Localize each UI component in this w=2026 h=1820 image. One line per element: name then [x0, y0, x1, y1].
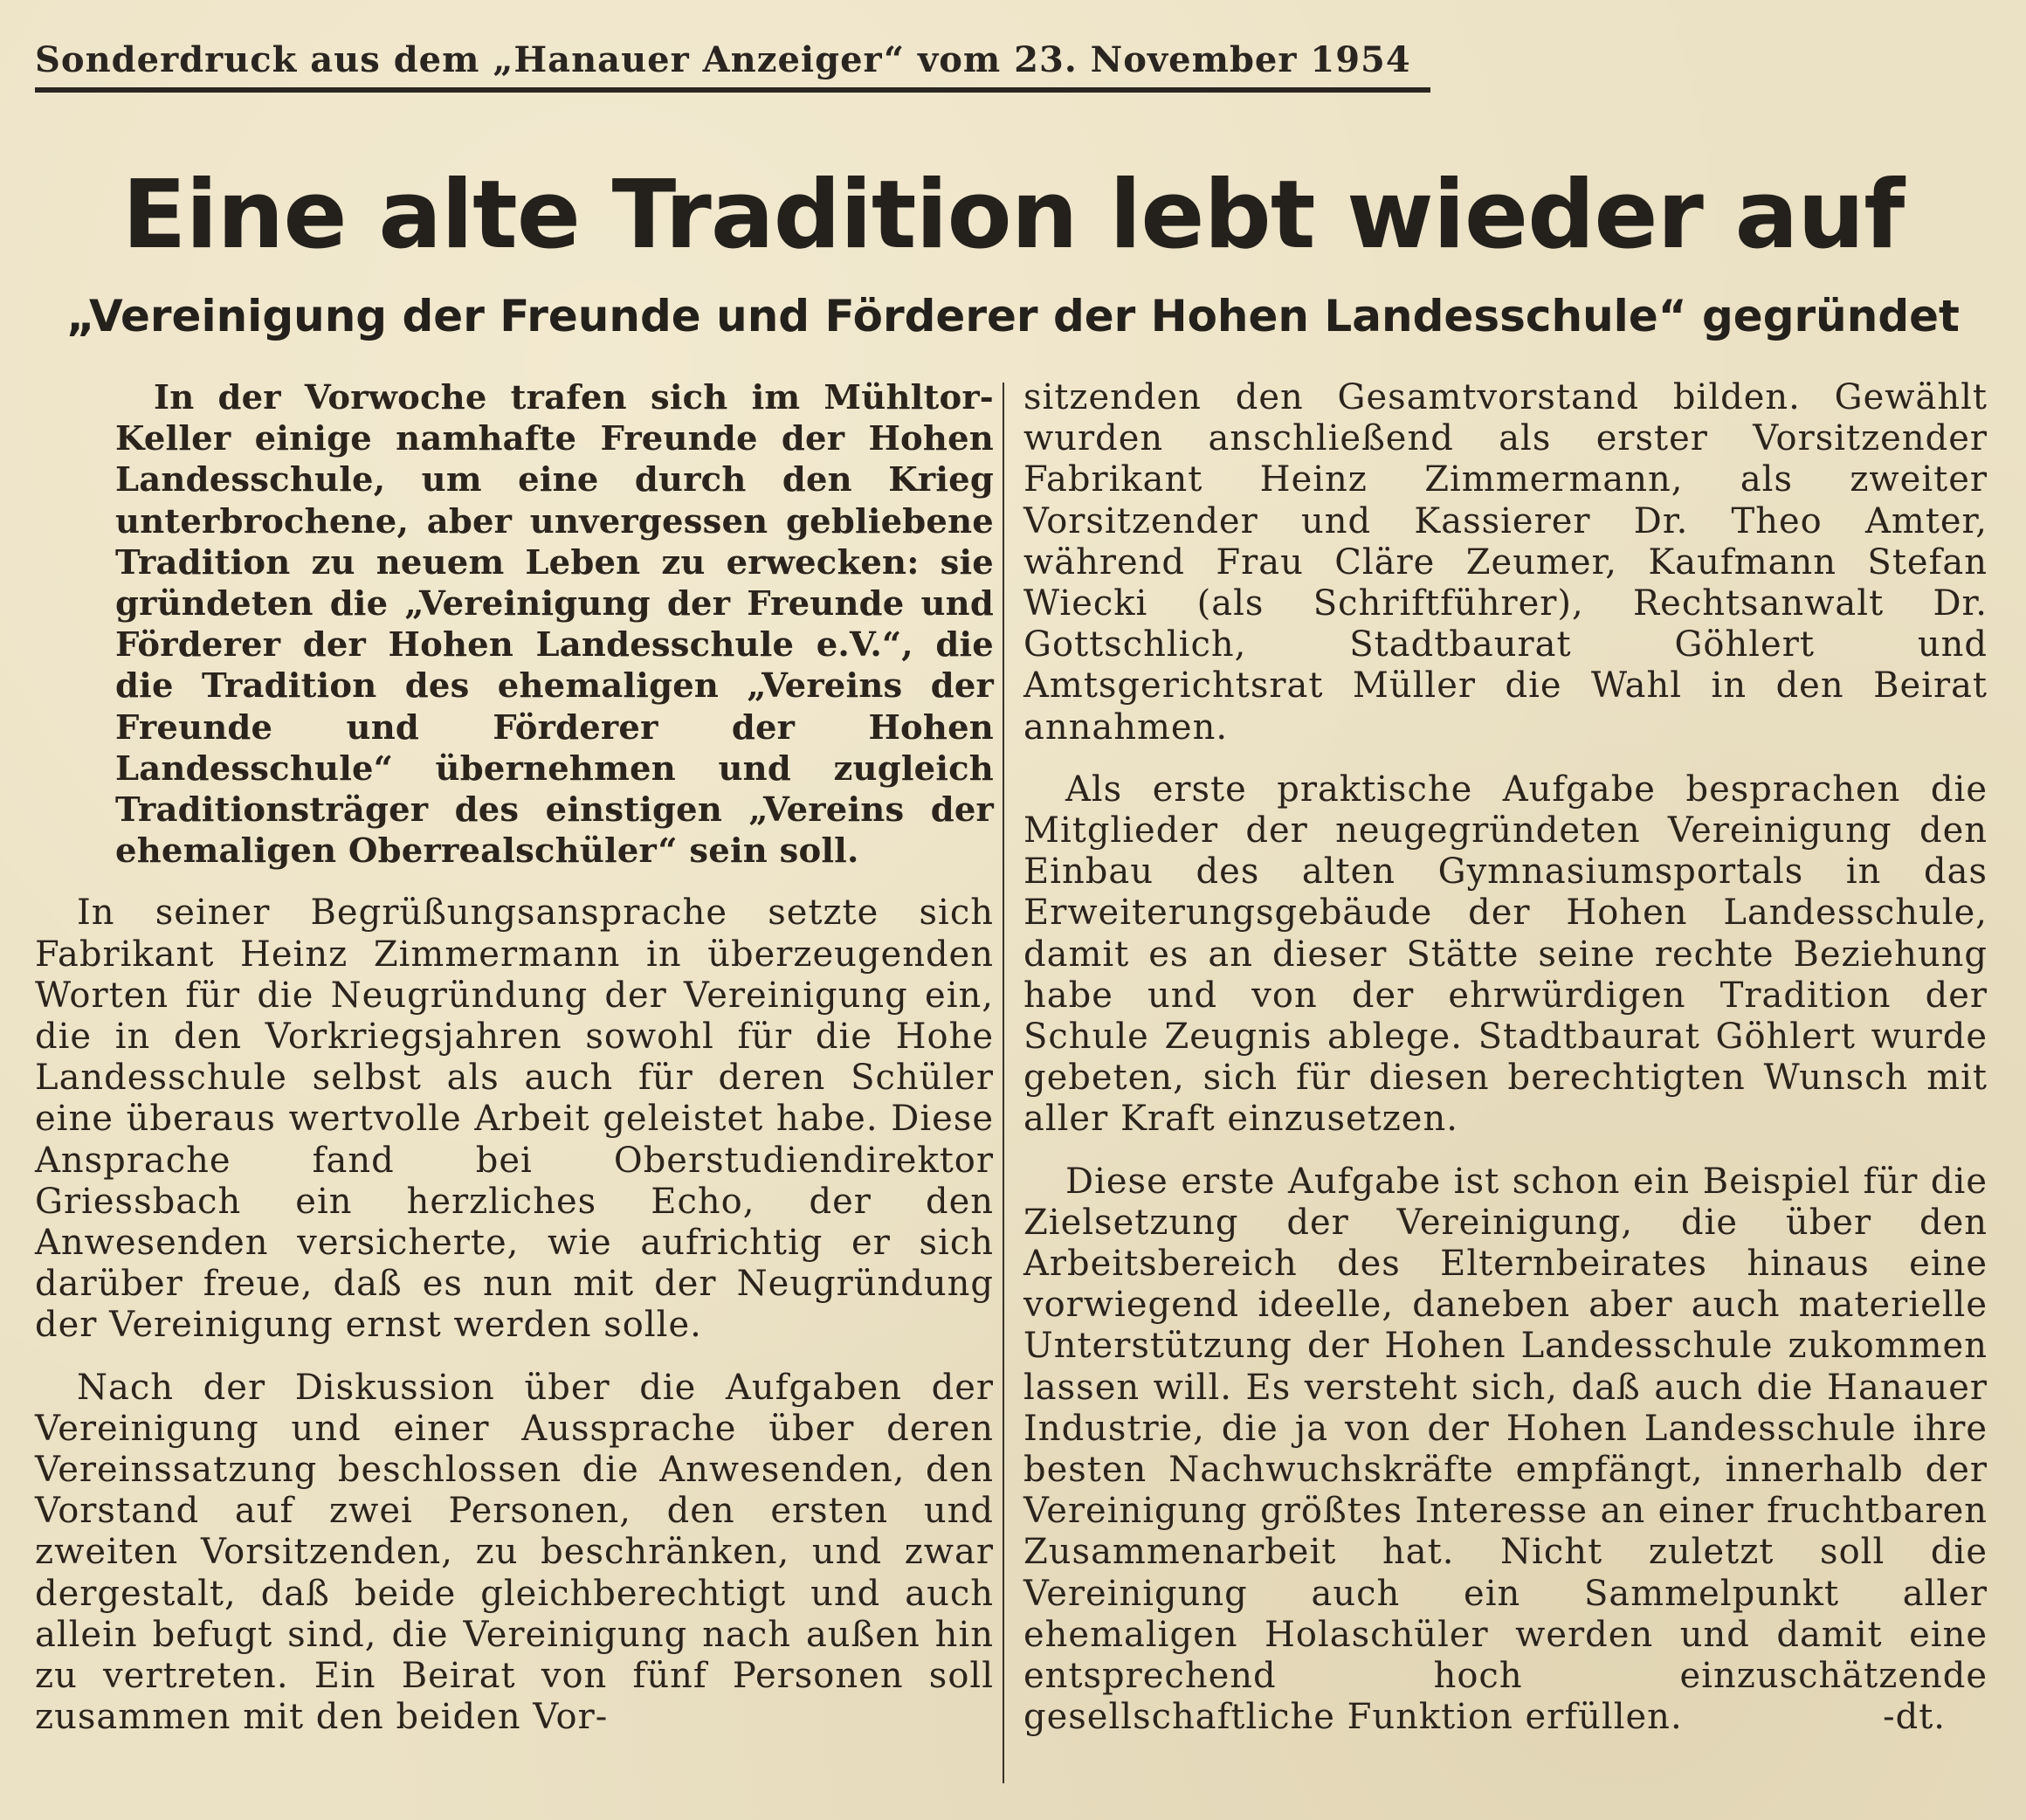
- column-divider: [1003, 383, 1004, 1783]
- article-subheadline: „Vereinigung der Freunde und Förderer der Hohen Landesschule“ gegründet: [66, 291, 1960, 341]
- article-paragraph-2: Nach der Diskussion über die Aufgaben der Vereinigung und einer Aussprache über deren Vereinssatzung beschlossen die Anwesenden, den Vorstand auf zwei Personen, den ersten und zweiten Vorsitzenden, zu beschränken, und zwar dergestalt, daß beide gleichberechtigt und auch allein befugt sind, die Vereinigung nach außen hin zu vertreten. Ein Beirat von fünf Personen soll zusammen mit den beiden Vor-: [35, 1367, 994, 1738]
- article-column-right: [1023, 377, 1988, 1760]
- article-paragraph-2-continued: sitzenden den Gesamtvorstand bilden. Gewählt wurden anschließend als erster Vorsitzender Fabrikant Heinz Zimmermann, als zweiter Vorsitzender und Kassierer Dr. Theo Amter, während Frau Cläre Zeumer, Kaufmann Stefan Wiecki (als Schriftführer), Rechtsanwalt Dr. Gottschlich, Stadtbaurat Göhlert und Amtsgerichtsrat Müller die Wahl in den Beirat annahmen.: [1023, 377, 1988, 748]
- author-signature: -dt.: [1883, 1697, 1946, 1738]
- article-paragraph-4: [1023, 1162, 1988, 1739]
- article-column-left: [35, 377, 994, 1760]
- article-paragraph-3: Als erste praktische Aufgabe besprachen die Mitglieder der neugegründeten Vereinigung den Einbau des alten Gymnasiumsportals in das Erweiterungsgebäude der Hohen Landesschule, damit es an dieser Stätte seine rechte Beziehung habe und von der ehrwürdigen Tradition der Schule Zeugnis ablege. Stadtbaurat Göhlert wurde gebeten, sich für diesen berechtigten Wunsch mit aller Kraft einzusetzen.: [1023, 769, 1988, 1140]
- article-lead: In der Vorwoche trafen sich im Mühltor-Keller einige namhafte Freunde der Hohen Landesschule, um eine durch den Krieg unterbrochene, aber unvergessen gebliebene Tradition zu neuem Leben zu erwecken: sie gründeten die „Vereinigung der Freunde und Förderer der Hohen Landesschule e.V.“, die die Tradition des ehemaligen „Vereins der Freunde und Förderer der Hohen Landesschule“ übernehmen und zugleich Traditionsträger des einstigen „Vereins der ehemaligen Oberrealschüler“ sein soll.: [115, 378, 994, 872]
- article-headline: Eine alte Tradition lebt wieder auf: [121, 161, 1905, 270]
- article-paragraph-4-text: Diese erste Aufgabe ist schon ein Beispiel für die Zielsetzung der Vereinigung, die über den Arbeitsbereich des Elternbeirates hinaus eine vorwiegend ideelle, daneben aber auch materielle Unterstützung der Hohen Landesschule zukommen lassen will. Es versteht sich, daß auch die Hanauer Industrie, die ja von der Hohen Landesschule ihre besten Nachwuchskräfte empfängt, innerhalb der Vereinigung größtes Interesse an einer fruchtbaren Zusammenarbeit hat. Nicht zuletzt soll die Vereinigung auch ein Sammelpunkt aller ehemaligen Holaschüler werden und damit eine entsprechend hoch einzuschätzende gesellschaftliche Funktion erfüllen.: [1023, 1161, 1988, 1738]
- article-paragraph-1: In seiner Begrüßungsansprache setzte sich Fabrikant Heinz Zimmermann in überzeugenden Worten für die Neugründung der Vereinigung ein, die in den Vorkriegsjahren sowohl für die Hohe Landesschule selbst als auch für deren Schüler eine überaus wertvolle Arbeit geleistet habe. Diese Ansprache fand bei Oberstudiendirektor Griessbach ein herzliches Echo, der den Anwesenden versicherte, wie aufrichtig er sich darüber freue, daß es nun mit der Neugründung der Vereinigung ernst werden solle.: [35, 893, 994, 1346]
- reprint-source-line: Sonderdruck aus dem „Hanauer Anzeiger“ vom 23. November 1954: [35, 35, 1430, 93]
